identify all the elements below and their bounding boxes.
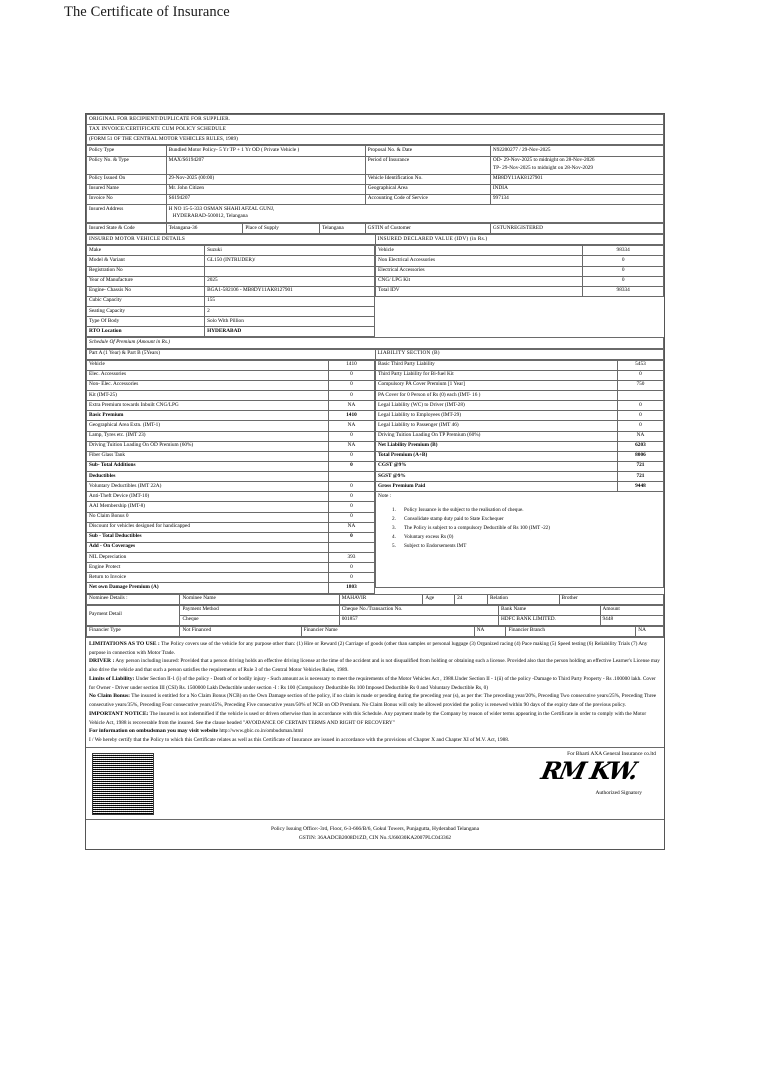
idv-value: 98334 bbox=[583, 286, 664, 296]
financier-type-label: Financier Type bbox=[87, 626, 180, 636]
note-number: 3. bbox=[392, 524, 396, 531]
footer-gstin-line: GSTIN: 36AADCB2008D1ZD, CIN No.:U66030KA2007PLC043362 bbox=[298, 834, 452, 841]
vehicle-detail-value: Solo With Pillion bbox=[205, 317, 375, 327]
liability-value: 5453 bbox=[617, 360, 663, 370]
table-row bbox=[376, 360, 664, 370]
vehicle-detail-value: HYDERABAD bbox=[205, 327, 375, 337]
vehicle-detail-value: 2025 bbox=[205, 276, 375, 286]
note-item bbox=[378, 533, 661, 542]
period-label: Period of Insurance bbox=[365, 156, 490, 174]
table-row bbox=[87, 246, 375, 256]
idv-label: Total IDV bbox=[376, 286, 583, 296]
idv-value: 0 bbox=[583, 256, 664, 266]
premium-label: Driving Tuition Loading On OD Premium (60%) bbox=[87, 441, 329, 451]
vehicle-details-column bbox=[86, 245, 375, 337]
vehicle-detail-value: Suzuki bbox=[205, 246, 375, 256]
payment-detail-label: Payment Detail bbox=[87, 605, 180, 625]
limitations-paragraph bbox=[89, 640, 661, 658]
premium-grid bbox=[86, 360, 664, 594]
vehicle-detail-label: Year of Manufacture bbox=[87, 276, 205, 286]
vehicle-detail-label: RTO Location bbox=[87, 327, 205, 337]
table-row bbox=[87, 441, 375, 451]
bank-name-value: HDFC BANK LIMITED. bbox=[498, 615, 600, 625]
signature-block bbox=[448, 751, 658, 796]
liability-table bbox=[375, 360, 664, 588]
table-row bbox=[87, 573, 375, 583]
idv-column bbox=[375, 245, 664, 337]
liability-value: 8006 bbox=[617, 451, 663, 461]
nominee-relation-label: Relation bbox=[487, 594, 559, 604]
vehicle-detail-label: Cubic Capacity bbox=[87, 296, 205, 306]
issuing-office-line: Policy Issuing Office:-3rd, Floor, 6-3-666/B/6, Gokul Towers, Punjagutta, Hyderabad Telangana bbox=[270, 825, 480, 832]
table-row bbox=[87, 431, 375, 441]
premium-label: Voluntary Deductibles (IMT 22A) bbox=[87, 482, 329, 492]
table-row bbox=[376, 421, 664, 431]
issued-on-value: 29-Nov-2025 (00:00) bbox=[166, 174, 365, 184]
liability-column bbox=[375, 360, 664, 594]
premium-value: 0 bbox=[328, 391, 374, 401]
note-item bbox=[378, 515, 661, 524]
premium-value: NA bbox=[328, 522, 374, 532]
liability-label: Compulsory PA Cover Premium [1 Year] bbox=[376, 380, 618, 390]
certificate-header-table bbox=[86, 114, 664, 145]
invoice-label: Invoice No bbox=[87, 194, 167, 204]
accounting-code-label: Accounting Code of Service bbox=[365, 194, 490, 204]
vehicle-detail-value: 2 bbox=[205, 307, 375, 317]
invoice-value: S6194207 bbox=[166, 194, 365, 204]
idv-label: CNG/ LPG Kit bbox=[376, 276, 583, 286]
premium-value: 1410 bbox=[328, 411, 374, 421]
liability-value: 0 bbox=[617, 401, 663, 411]
table-row bbox=[87, 626, 664, 636]
period-od: OD- 29-Nov-2025 to midnight on 28-Nov-2026 bbox=[492, 157, 595, 164]
nominee-name-label: Nominee Name bbox=[180, 594, 339, 604]
table-row bbox=[87, 492, 375, 502]
header-line-original: ORIGINAL FOR RECIPIENT/DUPLICATE FOR SUPPLIER. bbox=[87, 115, 664, 125]
premium-value: 0 bbox=[328, 370, 374, 380]
note-list bbox=[378, 506, 661, 551]
premium-value: 0 bbox=[328, 532, 374, 542]
terms-and-conditions bbox=[86, 637, 664, 747]
policy-info-table bbox=[86, 145, 664, 223]
policy-no-value: MAX/S6194207 bbox=[166, 156, 365, 174]
premium-value: 1803 bbox=[328, 583, 374, 593]
vehicle-details-table bbox=[86, 245, 375, 337]
liability-label: Gross Premium Paid bbox=[376, 482, 618, 492]
nominee-age-value: 24 bbox=[455, 594, 488, 604]
premium-value: 0 bbox=[328, 431, 374, 441]
premium-label: Return to Invoice bbox=[87, 573, 329, 583]
note-number: 2. bbox=[392, 515, 396, 522]
policy-no-label: Policy No. & Type bbox=[87, 156, 167, 174]
table-row bbox=[87, 461, 375, 471]
financier-branch-label: Financier Branch bbox=[506, 626, 636, 636]
liability-value: 0 bbox=[617, 421, 663, 431]
vehicle-detail-value bbox=[205, 266, 375, 276]
table-row bbox=[87, 327, 375, 337]
vehicle-detail-label: Model & Variant bbox=[87, 256, 205, 266]
premium-value: 0 bbox=[328, 461, 374, 471]
table-row bbox=[376, 276, 664, 286]
note-row bbox=[376, 492, 664, 588]
table-row bbox=[376, 461, 664, 471]
premium-value: NA bbox=[328, 421, 374, 431]
vehicle-idv-section-headers bbox=[86, 234, 664, 245]
table-row bbox=[376, 451, 664, 461]
nominee-relation-value: Brother bbox=[559, 594, 663, 604]
cheque-no-label: Cheque No./Transaction No. bbox=[339, 605, 498, 615]
note-label: Note : bbox=[378, 492, 392, 499]
table-row bbox=[87, 156, 664, 174]
gstin-customer-label: GSTIN of Customer bbox=[365, 224, 490, 234]
financier-name-label: Financier Name bbox=[301, 626, 474, 636]
premium-label: Extra Premium towards Inbuilt CNG/LPG bbox=[87, 401, 329, 411]
geo-area-value: INDIA bbox=[490, 184, 663, 194]
liability-value bbox=[617, 391, 663, 401]
insured-name-value: Mr. John Citizen bbox=[166, 184, 365, 194]
premium-value: 393 bbox=[328, 553, 374, 563]
liability-value: 6203 bbox=[617, 441, 663, 451]
table-row bbox=[87, 542, 375, 552]
liability-value: 721 bbox=[617, 472, 663, 482]
certify-paragraph: I / We hereby certify that the Policy to which this Certificate relates as well as this Certificate of Insurance are issued in accordance with the provisions of Chapter X and Chapter XI of M.V. Act, 1988. bbox=[89, 737, 510, 744]
driver-lead: DRIVER : bbox=[89, 658, 115, 665]
table-row bbox=[87, 370, 375, 380]
financier-name-value: NA bbox=[474, 626, 506, 636]
no-claim-bonus-text: The insured is entitled for a No Claim Bonus (NCB) on the Own Damage section of the policy, if no claim is made or pending during the preceding year (s), as per the: The preceding year/20%, Preceding Two consecutive years/25%, Preceding Three consecutive years/35%, Preceding Four consecutive years/45%, Preceding Five consecutive years/50% of NCB on OD Premium. No Claim Bonus will only be allowed provided the policy is renewed within 90 days of the expiry date of the previous policy. bbox=[89, 693, 657, 709]
table-row bbox=[87, 276, 375, 286]
premium-value: 0 bbox=[328, 492, 374, 502]
insurer-company-line: For Bharti AXA General Insurance co.ltd bbox=[567, 750, 656, 757]
driver-text: Any person including insured: Provided that a person driving holds an effective driving license at the time of the accident and is not disqualified from holding or obtaining such a license. Provided also that the person holding an effective Learner's License may also drive the vehicle and that such a person satisfies the requirements of Rule 3 of the Central Motor Vehicles Rules, 1989. bbox=[89, 658, 660, 674]
table-row bbox=[87, 296, 375, 306]
table-row bbox=[376, 472, 664, 482]
vehicle-detail-label: Seating Capacity bbox=[87, 307, 205, 317]
ombudsman-paragraph bbox=[89, 727, 661, 736]
limits-paragraph bbox=[89, 675, 661, 693]
idv-section-title: INSURED DECLARED VALUE (IDV) (in Rs.) bbox=[375, 235, 664, 245]
table-row bbox=[376, 391, 664, 401]
payment-method-value: Cheque bbox=[180, 615, 339, 625]
liability-value: 0 bbox=[617, 370, 663, 380]
premium-label: Basic Premium bbox=[87, 411, 329, 421]
premium-label: Sub- Total Additions bbox=[87, 461, 329, 471]
own-damage-column bbox=[86, 360, 375, 594]
table-row bbox=[87, 451, 375, 461]
liability-value: 9448 bbox=[617, 482, 663, 492]
important-notice-paragraph bbox=[89, 710, 661, 728]
limits-of-liability-lead: Limits of Liability: bbox=[89, 675, 135, 682]
liability-label: Basic Third Party Liability bbox=[376, 360, 618, 370]
proposal-label: Proposal No. & Date bbox=[365, 146, 490, 156]
note-number: 1. bbox=[392, 506, 396, 513]
state-supply-table bbox=[86, 223, 664, 234]
financier-table bbox=[86, 626, 664, 637]
table-row bbox=[87, 472, 375, 482]
table-row bbox=[87, 563, 375, 573]
bank-name-label: Bank Name bbox=[498, 605, 600, 615]
important-notice-lead: IMPORTANT NOTICE: bbox=[89, 710, 149, 717]
header-line-taxinvoice: TAX INVOICE/CERTIFICATE CUM POLICY SCHEDULE bbox=[87, 125, 664, 135]
footer-block bbox=[86, 819, 664, 849]
limitations-text: The Policy covers use of the vehicle for any purpose other than: (1) Hire or Reward (2) Carriage of goods (other than samples or personal luggage (3) Organized racing (4) Pace making (5) Speed testing (6) Reliability Trials (7) Any purpose in connection with Motor Trade. bbox=[89, 640, 648, 656]
period-tp: TP- 29-Nov-2025 to midnight on 28-Nov-2029 bbox=[492, 165, 594, 172]
place-of-supply-value: Telangana bbox=[320, 224, 366, 234]
idv-value: 0 bbox=[583, 266, 664, 276]
table-row bbox=[87, 256, 375, 266]
liability-label: Net Liability Premium (B) bbox=[376, 441, 618, 451]
ombudsman-url[interactable]: http://www.gbic.co.in/ombudsman.html bbox=[218, 728, 303, 735]
signature-mark: RM KW. bbox=[538, 755, 640, 785]
table-row bbox=[87, 307, 375, 317]
address-label: Insured Address bbox=[87, 204, 167, 222]
premium-label: Net own Damage Premium (A) bbox=[87, 583, 329, 593]
payment-table bbox=[86, 605, 664, 626]
nominee-table bbox=[86, 594, 664, 605]
table-row bbox=[87, 174, 664, 184]
note-text: Consolidate stamp duty paid to State Exchequer bbox=[404, 515, 504, 522]
table-row bbox=[87, 594, 664, 604]
premium-value: NA bbox=[328, 401, 374, 411]
liability-value: 721 bbox=[617, 461, 663, 471]
note-text: Policy Issuance is the subject to the realisation of cheque. bbox=[404, 506, 524, 513]
premium-label: NIL Depreciation bbox=[87, 553, 329, 563]
note-block bbox=[376, 492, 664, 588]
amount-label: Amount bbox=[600, 605, 663, 615]
vehicle-idv-grid bbox=[86, 245, 664, 337]
table-row bbox=[376, 256, 664, 266]
nominee-name-value: MAHAVIR bbox=[339, 594, 423, 604]
premium-label: Non- Elec. Accessories bbox=[87, 380, 329, 390]
table-row bbox=[87, 512, 375, 522]
premium-value: 1410 bbox=[328, 360, 374, 370]
note-number: 4. bbox=[392, 533, 396, 540]
table-row bbox=[376, 246, 664, 256]
premium-value: 0 bbox=[328, 512, 374, 522]
premium-value: 0 bbox=[328, 380, 374, 390]
state-code-value: Telangana-36 bbox=[166, 224, 243, 234]
vehicle-detail-label: Engine- Chassis No bbox=[87, 286, 205, 296]
premium-label: Anti-Theft Device (IMT-10) bbox=[87, 492, 329, 502]
vehicle-detail-label: Make bbox=[87, 246, 205, 256]
important-notice-text: The insured is not indemnified if the vehicle is used or driven otherwise than in accordance with this Schedule. Any payment made by the Company by reason of wider terms appearing in the Certificate in order to comply with the Motor Vehicle Act, 1988 is recoverable from the insured. See the clause headed "AVOIDANCE OF CERTAIN TERMS AND RIGHT OF RECOVERY" bbox=[89, 710, 647, 726]
liability-label: Legal Liability to Passenger (IMT 46) bbox=[376, 421, 618, 431]
limits-of-liability-text: Under Section II-1 (i) of the policy - Death of or bodily injury - Such amount as is necessary to meet the requirements of the Motor Vehicles Act , 1988.Under Section II - 1(ii) of the policy -Damage to Third Party Property - Rs .100000 lakh. Cover for Owner - Driver under section III (CSI) Rs. 1500000 Lakh Deductible under section -I : Rs 100 (Compulsory Deductible Rs 100 Imposed Deductible Rs 0 and Voluntary Deductible Rs, 0) bbox=[89, 675, 656, 691]
ombudsman-lead: For information on ombudsman you may visit website bbox=[89, 728, 219, 735]
premium-label: Deductibles bbox=[87, 472, 329, 482]
vehicle-detail-value: BGA1-582106 - MB8DY11AK8127901 bbox=[205, 286, 375, 296]
table-row bbox=[376, 431, 664, 441]
table-row bbox=[376, 380, 664, 390]
premium-value: 0 bbox=[328, 573, 374, 583]
premium-value: 0 bbox=[328, 451, 374, 461]
premium-label: Fiber Glass Tank bbox=[87, 451, 329, 461]
limitations-lead: LIMITATIONS AS TO USE : bbox=[89, 640, 160, 647]
table-row bbox=[87, 583, 375, 593]
nominee-details-label: Nominee Details : bbox=[87, 594, 180, 604]
liability-value: 0 bbox=[617, 411, 663, 421]
liability-label: PA Cover for 0 Person of Rs (0) each (IMT- 16 ) bbox=[376, 391, 618, 401]
premium-value bbox=[328, 542, 374, 552]
part-a-b-title: Part A (1 Year) & Part B (5Years) bbox=[87, 349, 376, 359]
note-item bbox=[378, 542, 661, 551]
table-row bbox=[376, 401, 664, 411]
table-row bbox=[376, 266, 664, 276]
idv-table bbox=[375, 245, 664, 297]
vehicle-detail-label: Type Of Body bbox=[87, 317, 205, 327]
proposal-value: N92200277 / 29-Nov-2025 bbox=[490, 146, 663, 156]
address-value bbox=[166, 204, 663, 222]
accounting-code-value: 997134 bbox=[490, 194, 663, 204]
table-row bbox=[87, 224, 664, 234]
table-row bbox=[376, 286, 664, 296]
payment-method-label: Payment Method bbox=[180, 605, 339, 615]
idv-label: Vehicle bbox=[376, 246, 583, 256]
premium-label: Engine Protect bbox=[87, 563, 329, 573]
geo-area-label: Geographical Area bbox=[365, 184, 490, 194]
vehicle-detail-value: 155 bbox=[205, 296, 375, 306]
premium-label: Vehicle bbox=[87, 360, 329, 370]
premium-value: NA bbox=[328, 441, 374, 451]
table-row bbox=[87, 391, 375, 401]
premium-label: Elec. Accessories bbox=[87, 370, 329, 380]
premium-label: Add - On Coverages bbox=[87, 542, 329, 552]
table-row bbox=[87, 522, 375, 532]
place-of-supply-label: Place of Supply bbox=[243, 224, 320, 234]
idv-label: Electrical Accessories bbox=[376, 266, 583, 276]
note-item bbox=[378, 524, 661, 533]
liability-label: Third Party Liability for Bi-fuel Kit bbox=[376, 370, 618, 380]
note-item bbox=[378, 506, 661, 515]
own-damage-table bbox=[86, 360, 375, 594]
table-row bbox=[87, 266, 375, 276]
note-text: The Policy is subject to a compulsory Deductible of Rs 100 (IMT -22) bbox=[404, 524, 550, 531]
premium-label: Lamp, Tyres etc. (IMT 23) bbox=[87, 431, 329, 441]
table-row bbox=[376, 370, 664, 380]
premium-value bbox=[328, 472, 374, 482]
schedule-title-bar bbox=[86, 337, 664, 348]
state-code-label: Insured State & Code bbox=[87, 224, 167, 234]
premium-part-headers bbox=[86, 349, 664, 360]
cheque-no-value: 001857 bbox=[339, 615, 498, 625]
header-line-form51: (FORM 51 OF THE CENTRAL MOTOR VEHICLES RULES, 1989) bbox=[87, 135, 664, 145]
amount-value: 9448 bbox=[600, 615, 663, 625]
idv-value: 98334 bbox=[583, 246, 664, 256]
liability-label: Legal Liability (WC) to Driver (IMT-28) bbox=[376, 401, 618, 411]
liability-label: SGST @9% bbox=[376, 472, 618, 482]
table-row bbox=[87, 532, 375, 542]
address-line-1: H NO 15-5-333 OSMAN SHAHI AFZAL GUNJ, bbox=[168, 205, 275, 212]
table-row bbox=[87, 194, 664, 204]
table-row bbox=[87, 401, 375, 411]
premium-label: AAI Membership (IMT-8) bbox=[87, 502, 329, 512]
premium-label: Sub - Total Deductibles bbox=[87, 532, 329, 542]
table-row bbox=[87, 184, 664, 194]
liability-label: Legal Liability to Employees (IMT-29) bbox=[376, 411, 618, 421]
address-line-2: HYDERABAD-500012, Telangana bbox=[172, 213, 248, 220]
vehicle-details-section-title: INSURED MOTOR VEHICLE DETAILS bbox=[87, 235, 376, 245]
liability-label: Total Premium (A+B) bbox=[376, 451, 618, 461]
financier-branch-value: NA bbox=[636, 626, 664, 636]
table-row bbox=[87, 235, 664, 245]
premium-label: Discount for vehicles designed for handicapped bbox=[87, 522, 329, 532]
note-text: Subject to Endorsements IMT bbox=[404, 542, 467, 549]
table-row bbox=[87, 482, 375, 492]
financier-type-value: Not Financed bbox=[180, 626, 301, 636]
policy-type-value: Bundled Motor Policy- 5 Yr TP + 1 Yr OD ( Private Vehicle ) bbox=[166, 146, 365, 156]
premium-value: 0 bbox=[328, 502, 374, 512]
premium-label: No Claim Bonus 0 bbox=[87, 512, 329, 522]
table-row bbox=[376, 411, 664, 421]
premium-value: 0 bbox=[328, 482, 374, 492]
table-row bbox=[87, 286, 375, 296]
insurance-certificate bbox=[85, 113, 665, 850]
table-row bbox=[87, 605, 664, 615]
premium-label: Kit (IMT-25) bbox=[87, 391, 329, 401]
vehicle-detail-label: Registration No bbox=[87, 266, 205, 276]
idv-value: 0 bbox=[583, 276, 664, 286]
table-row bbox=[87, 317, 375, 327]
liability-label: Driving Tuition Loading On TP Premium (60%) bbox=[376, 431, 618, 441]
premium-value: 0 bbox=[328, 563, 374, 573]
issued-on-label: Policy Issued On bbox=[87, 174, 167, 184]
table-row bbox=[87, 360, 375, 370]
barcode-image bbox=[92, 753, 154, 815]
authorized-signatory-label: Authorized Signatory bbox=[595, 789, 642, 796]
insured-name-label: Insured Name bbox=[87, 184, 167, 194]
driver-paragraph bbox=[89, 657, 661, 675]
liability-section-title: LIABILITY SECTION (B) bbox=[375, 349, 664, 359]
table-row bbox=[87, 204, 664, 222]
no-claim-bonus-lead: No Claim Bonus: bbox=[89, 693, 131, 700]
table-row bbox=[376, 441, 664, 451]
liability-value: 750 bbox=[617, 380, 663, 390]
liability-label: CGST @9% bbox=[376, 461, 618, 471]
note-number: 5. bbox=[392, 542, 396, 549]
policy-type-label: Policy Type bbox=[87, 146, 167, 156]
vin-value: MB8DY11AK8127901 bbox=[490, 174, 663, 184]
table-row bbox=[87, 421, 375, 431]
table-row bbox=[376, 482, 664, 492]
vin-label: Vehicle Identification No. bbox=[365, 174, 490, 184]
nominee-age-label: Age bbox=[423, 594, 455, 604]
schedule-of-premium-title: Schedule Of Premium (Amount in Rs.) bbox=[87, 338, 664, 348]
period-value bbox=[490, 156, 663, 174]
premium-label: Geographical Area Extn. (IMT-1) bbox=[87, 421, 329, 431]
signature-area bbox=[86, 747, 664, 819]
note-text: Voluntary excess Rs (0) bbox=[404, 533, 454, 540]
ncb-paragraph bbox=[89, 692, 661, 710]
table-row bbox=[87, 380, 375, 390]
table-row bbox=[87, 502, 375, 512]
page-title: The Certificate of Insurance bbox=[64, 4, 230, 20]
table-row bbox=[87, 146, 664, 156]
table-row bbox=[87, 411, 375, 421]
gstin-customer-value: GSTUNREGISTERED bbox=[490, 224, 663, 234]
table-row bbox=[87, 553, 375, 563]
liability-value: NA bbox=[617, 431, 663, 441]
table-row bbox=[87, 349, 664, 359]
vehicle-detail-value: GL150 (INTRUDER)/ bbox=[205, 256, 375, 266]
idv-label: Non Electrical Accessories bbox=[376, 256, 583, 266]
